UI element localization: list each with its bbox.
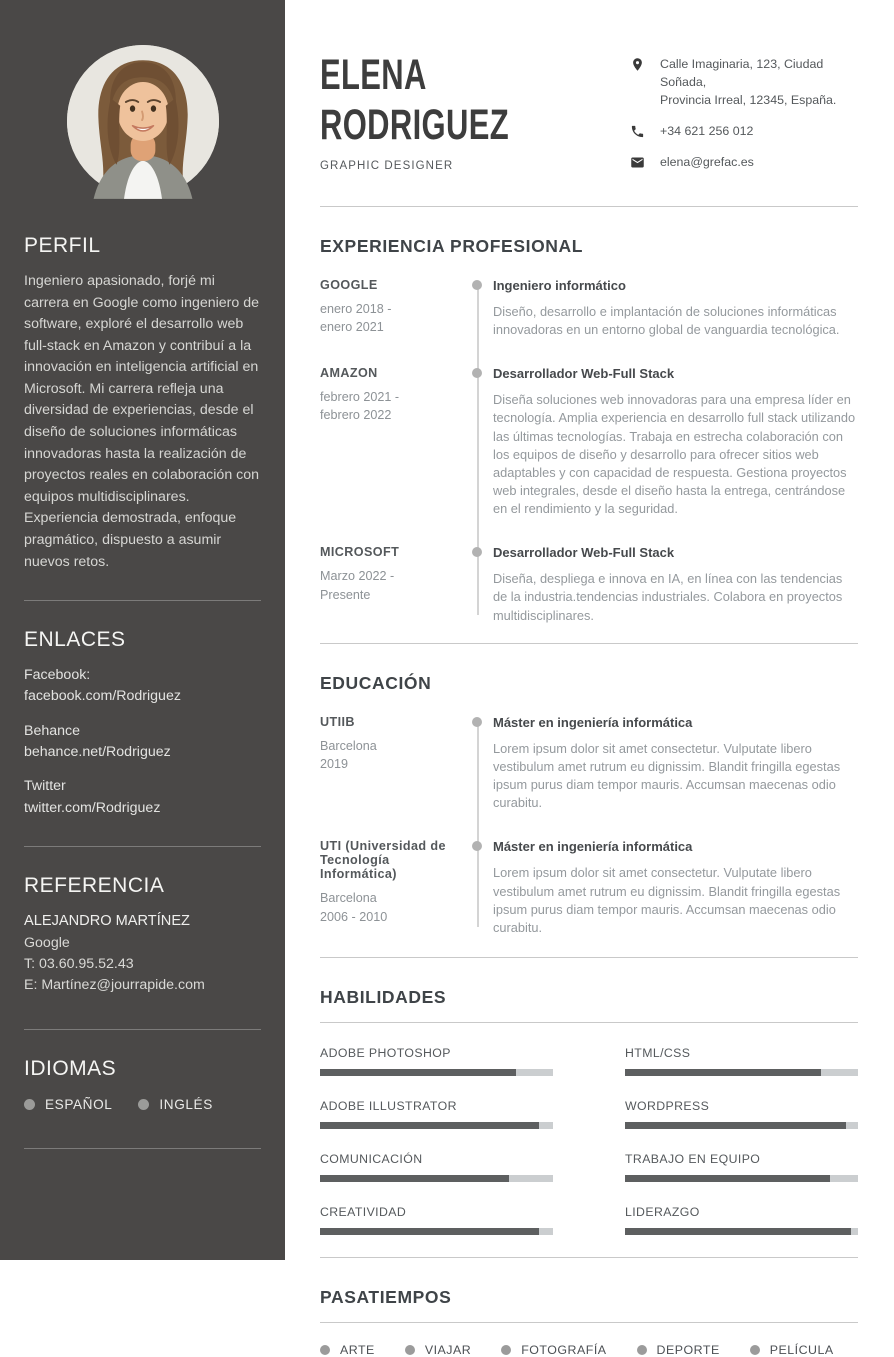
entry-location: Barcelona — [320, 738, 377, 753]
name-block — [320, 50, 583, 172]
education-heading: EDUCACIÓN — [320, 672, 432, 693]
bullet-dot-icon — [24, 1099, 35, 1110]
language-label: INGLÉS — [159, 1096, 213, 1112]
skill-label: ADOBE ILLUSTRATOR — [320, 1099, 457, 1114]
link-label: Twitter — [24, 778, 66, 795]
profile-photo — [67, 45, 219, 197]
skill-label: HTML/CSS — [625, 1046, 691, 1061]
entry-left — [320, 278, 477, 339]
skill-label: COMUNICACIÓN — [320, 1152, 423, 1167]
entry-period: 2019 — [320, 757, 349, 772]
skill-label: WORDPRESS — [625, 1099, 710, 1114]
entry-description: Diseño, desarrollo e implantación de soluciones informáticas innovadoras en un entorno global de vanguardia tecnológica. — [493, 303, 840, 338]
education-entry — [320, 839, 858, 937]
skill-item — [320, 1099, 553, 1129]
address-line-2: Provincia Irreal, 12345, España. — [660, 92, 837, 107]
link-item-facebook — [24, 665, 261, 708]
experience-heading: EXPERIENCIA PROFESIONAL — [320, 235, 584, 256]
entry-description: Lorem ipsum dolor sit amet consectetur. Vulputate libero vestibulum amet rutrum eu dignissim. Blandit fringilla egestas ipsum purus diam tempor mauris. Accumsan maecenas odio curabitu. — [493, 740, 841, 811]
languages-row — [24, 1097, 261, 1112]
contact-email[interactable]: elena@grefac.es — [660, 154, 754, 169]
skill-bar — [320, 1069, 553, 1076]
entry-period: enero 2018 - enero 2021 — [320, 301, 392, 335]
reference-company: Google — [24, 934, 70, 951]
skill-label: TRABAJO EN EQUIPO — [625, 1152, 761, 1167]
languages-heading: IDIOMAS — [24, 1056, 117, 1080]
entry-period: febrero 2021 - febrero 2022 — [320, 390, 400, 423]
section-divider — [320, 643, 858, 644]
skill-bar-fill — [320, 1175, 509, 1182]
experience-entry — [320, 545, 858, 624]
hobby-label: VIAJAR — [424, 1343, 472, 1357]
entry-location: Barcelona — [320, 891, 377, 906]
entry-left — [320, 545, 477, 624]
entry-description: Diseña soluciones web innovadoras para una empresa líder en tecnología. Amplia experiencia en desarrollo full stack utilizando las últimas tecnologías. Trabaja en estrecha colaboración con los equipos de diseño y desarrollo para ofrecer sitios web adaptables y con capacidad de respuesta. Gestiona proyectos web integrales, desde el diseño hasta la entrega, centrándose en el rendimiento y la seguridad. — [493, 392, 856, 517]
skill-bar — [320, 1122, 553, 1129]
timeline-dot-icon — [472, 841, 482, 851]
school-name: UTI (Universidad de Tecnología Informática) — [320, 839, 446, 882]
hobby-label: FOTOGRAFÍA — [521, 1343, 607, 1357]
timeline-dot-icon — [472, 368, 482, 378]
hobby-item — [405, 1343, 471, 1357]
last-name: RODRIGUEZ — [320, 101, 509, 149]
skill-bar-fill — [320, 1228, 539, 1235]
reference-name: ALEJANDRO MARTÍNEZ — [24, 912, 190, 929]
contact-address — [660, 56, 858, 110]
experience-entries — [320, 278, 858, 627]
header — [320, 50, 858, 185]
entry-right — [477, 366, 858, 518]
skill-bar-fill — [320, 1069, 516, 1076]
contact-block — [630, 56, 858, 185]
portrait-illustration — [67, 45, 219, 197]
hobby-label: PELÍCULA — [769, 1343, 834, 1357]
language-label: ESPAÑOL — [45, 1096, 113, 1112]
reference-heading: REFERENCIA — [24, 873, 165, 897]
first-name: ELENA — [320, 51, 427, 99]
company-name: MICROSOFT — [320, 545, 400, 560]
skill-bar — [625, 1069, 858, 1076]
experience-entry — [320, 278, 858, 339]
entry-title: Máster en ingeniería informática — [493, 714, 693, 730]
sidebar-divider — [24, 1029, 261, 1030]
link-url[interactable]: facebook.com/Rodriguez — [24, 688, 181, 705]
hobbies-heading-divider — [320, 1322, 858, 1323]
skills-grid — [320, 1046, 858, 1235]
skill-item — [320, 1152, 553, 1182]
entry-description: Diseña, despliega e innova en IA, en línea con las tendencias de la industria.tendencias industriales. Colabora en proyectos multidisciplinares. — [493, 571, 843, 623]
sidebar — [0, 0, 285, 1260]
entry-title: Desarrollador Web-Full Stack — [493, 545, 675, 561]
skill-bar — [625, 1228, 858, 1235]
section-divider — [320, 206, 858, 207]
hobby-item — [501, 1343, 606, 1357]
contact-address-row — [630, 56, 858, 110]
skill-item — [625, 1152, 858, 1182]
entry-left — [320, 839, 477, 937]
hobby-label: ARTE — [340, 1343, 375, 1357]
company-name: AMAZON — [320, 366, 378, 381]
skill-bar-fill — [625, 1228, 851, 1235]
entry-title: Ingeniero informático — [493, 277, 626, 293]
contact-email-row — [630, 154, 858, 172]
entry-period: 2006 - 2010 — [320, 909, 388, 924]
hobby-item — [320, 1343, 375, 1357]
skill-bar — [320, 1175, 553, 1182]
bullet-dot-icon — [501, 1345, 511, 1355]
language-item — [138, 1097, 212, 1112]
experience-entry — [320, 366, 858, 518]
skill-bar-fill — [625, 1122, 846, 1129]
job-title: GRAPHIC DESIGNER — [320, 160, 454, 172]
link-label: Behance — [24, 722, 81, 739]
link-url[interactable]: behance.net/Rodriguez — [24, 743, 171, 760]
location-pin-icon — [630, 57, 645, 72]
language-item — [24, 1097, 112, 1112]
entry-right — [477, 545, 858, 624]
link-item-behance — [24, 721, 261, 764]
entry-title: Desarrollador Web-Full Stack — [493, 366, 675, 382]
entry-description: Lorem ipsum dolor sit amet consectetur. Vulputate libero vestibulum amet rutrum eu dignissim. Blandit fringilla egestas ipsum purus diam tempor mauris. Accumsan maecenas odio curabitu. — [493, 865, 841, 935]
skill-bar-fill — [625, 1069, 821, 1076]
skill-bar — [625, 1175, 858, 1182]
link-url[interactable]: twitter.com/Rodriguez — [24, 799, 161, 816]
skill-item — [320, 1046, 553, 1076]
skill-item — [625, 1205, 858, 1235]
timeline-dot-icon — [472, 717, 482, 727]
profile-text: Ingeniero apasionado, forjé mi carrera en Google como ingeniero de software, exploré el desarrollo web full-stack en Amazon y contribuí a la innovación en inteligencia artificial en Microsoft. Mi carrera refleja una diversidad de experiencias, desde el diseño de soluciones informáticas innovadoras hasta la realización de proyectos reales en colaboración con equipos multidisciplinares. Experiencia demostrada, enfoque pragmático, dispuesto a asumir nuevos retos. — [24, 273, 260, 570]
phone-icon — [630, 124, 645, 139]
education-entries — [320, 715, 858, 939]
profile-heading: PERFIL — [24, 234, 101, 257]
skills-heading-divider — [320, 1022, 858, 1023]
address-line-1: Calle Imaginaria, 123, Ciudad Soñada, — [660, 57, 824, 89]
sidebar-divider — [24, 1148, 261, 1149]
skill-label: CREATIVIDAD — [320, 1205, 407, 1220]
link-item-twitter — [24, 776, 261, 819]
skill-bar-fill — [625, 1175, 830, 1182]
skill-bar — [625, 1122, 858, 1129]
hobbies-row — [320, 1343, 858, 1357]
entry-right — [477, 715, 858, 813]
hobbies-heading: PASATIEMPOS — [320, 1287, 452, 1308]
skill-item — [625, 1099, 858, 1129]
skills-heading: HABILIDADES — [320, 987, 447, 1008]
bullet-dot-icon — [637, 1345, 647, 1355]
links-heading: ENLACES — [24, 628, 126, 652]
entry-right — [477, 278, 858, 339]
section-divider — [320, 1257, 858, 1258]
hobby-item — [637, 1343, 720, 1357]
section-divider — [320, 957, 858, 958]
bullet-dot-icon — [405, 1345, 415, 1355]
school-name: UTIIB — [320, 714, 355, 729]
entry-title: Máster en ingeniería informática — [493, 839, 693, 855]
entry-left — [320, 715, 477, 813]
skill-item — [320, 1205, 553, 1235]
company-name: GOOGLE — [320, 277, 378, 292]
hobby-label: DEPORTE — [656, 1343, 720, 1357]
timeline-dot-icon — [472, 547, 482, 557]
sidebar-divider — [24, 846, 261, 847]
skill-item — [625, 1046, 858, 1076]
entry-right — [477, 839, 858, 937]
link-label: Facebook: — [24, 667, 91, 684]
timeline-dot-icon — [472, 280, 482, 290]
skill-bar — [320, 1228, 553, 1235]
entry-left — [320, 366, 477, 518]
education-entry — [320, 715, 858, 813]
envelope-icon — [630, 155, 645, 170]
skill-bar-fill — [320, 1122, 539, 1129]
reference-email: E: Martínez@jourrapide.com — [24, 977, 205, 994]
bullet-dot-icon — [138, 1099, 149, 1110]
contact-phone[interactable]: +34 621 256 012 — [660, 123, 754, 138]
bullet-dot-icon — [750, 1345, 760, 1355]
skill-label: ADOBE PHOTOSHOP — [320, 1046, 451, 1061]
contact-phone-row — [630, 123, 858, 141]
bullet-dot-icon — [320, 1345, 330, 1355]
sidebar-divider — [24, 600, 261, 601]
main-content — [285, 0, 894, 1357]
reference-phone: T: 03.60.95.52.43 — [24, 956, 134, 973]
entry-period: Marzo 2022 - Presente — [320, 569, 395, 602]
skill-label: LIDERAZGO — [625, 1205, 700, 1220]
hobby-item — [750, 1343, 834, 1357]
